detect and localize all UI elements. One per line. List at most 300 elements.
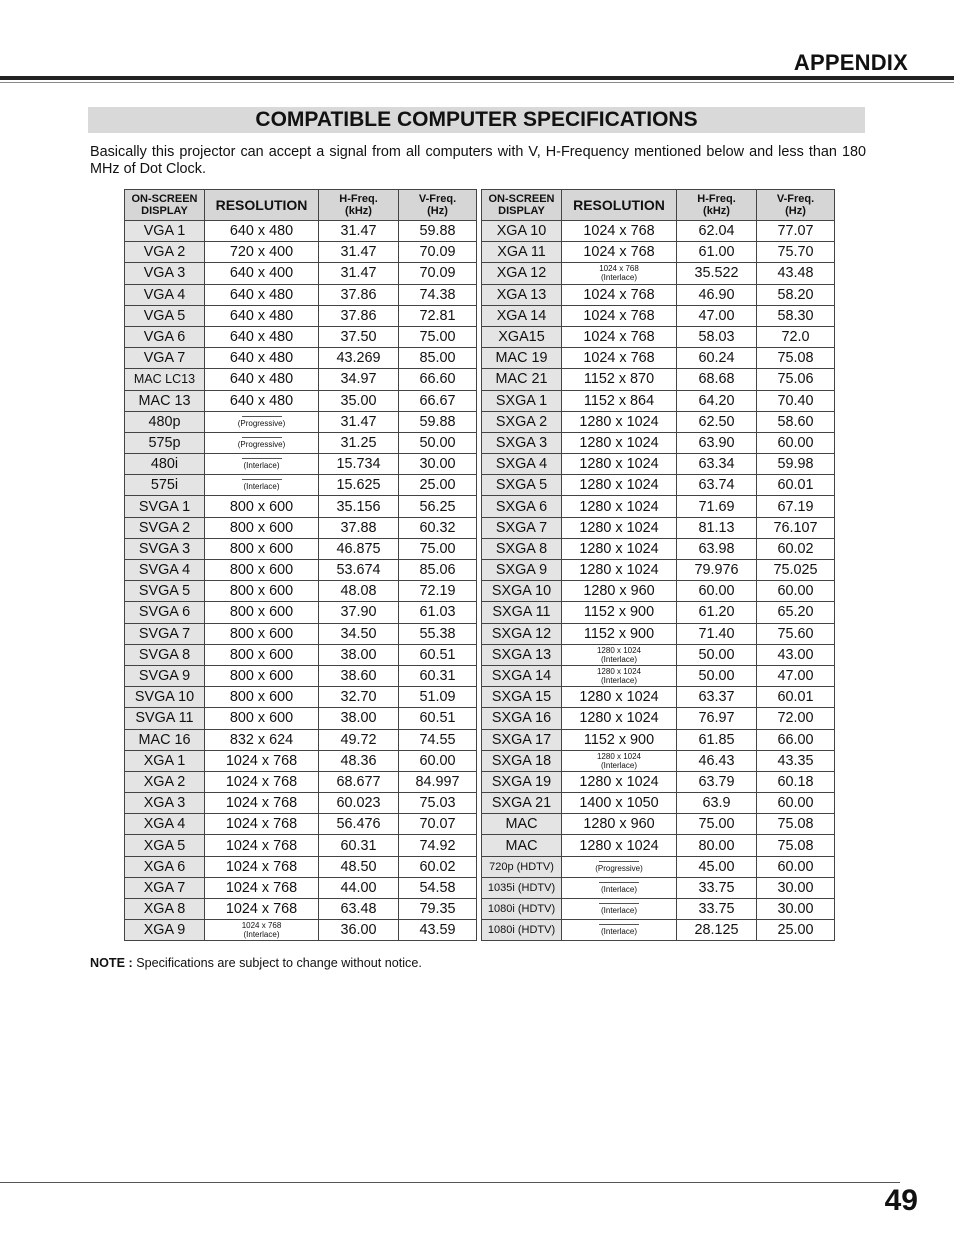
cell-display: VGA 7 — [125, 348, 205, 369]
scan-mode-note: (Interlace) — [243, 482, 280, 492]
cell-vfreq: 66.60 — [399, 369, 477, 390]
cell-vfreq: 72.19 — [399, 581, 477, 602]
table-row — [482, 602, 835, 623]
cell-resolution: 1024 x 768 — [562, 305, 677, 326]
cell-hfreq: 63.79 — [677, 771, 757, 792]
cell-display: SXGA 12 — [482, 623, 562, 644]
table-row — [482, 454, 835, 475]
table-row — [482, 560, 835, 581]
cell-vfreq: 74.92 — [399, 835, 477, 856]
table-row — [125, 644, 477, 665]
cell-hfreq: 63.74 — [677, 475, 757, 496]
cell-resolution: 800 x 600 — [205, 708, 319, 729]
resolution-blank-line — [242, 479, 282, 480]
table-row — [125, 221, 477, 242]
header-rule-thin — [0, 82, 954, 83]
scan-mode-note: (Progressive) — [237, 418, 286, 428]
cell-vfreq: 50.00 — [399, 432, 477, 453]
cell-vfreq: 75.03 — [399, 793, 477, 814]
cell-hfreq: 37.86 — [319, 284, 399, 305]
cell-display: MAC LC13 — [125, 369, 205, 390]
cell-resolution: 1152 x 900 — [562, 729, 677, 750]
table-row — [125, 814, 477, 835]
header-resolution: RESOLUTION — [562, 190, 677, 221]
cell-hfreq: 60.00 — [677, 581, 757, 602]
cell-hfreq: 46.875 — [319, 538, 399, 559]
cell-vfreq: 75.00 — [399, 538, 477, 559]
cell-hfreq: 76.97 — [677, 708, 757, 729]
cell-resolution: 1280 x 1024 — [562, 835, 677, 856]
cell-vfreq: 75.60 — [757, 623, 835, 644]
cell-resolution: 1024 x 768 — [205, 835, 319, 856]
cell-display: 1035i (HDTV) — [482, 877, 562, 898]
cell-hfreq: 37.50 — [319, 326, 399, 347]
cell-vfreq: 51.09 — [399, 687, 477, 708]
cell-vfreq: 43.00 — [757, 644, 835, 665]
cell-resolution: 640 x 480 — [205, 284, 319, 305]
cell-hfreq: 75.00 — [677, 814, 757, 835]
cell-vfreq: 60.01 — [757, 475, 835, 496]
resolution-blank-line — [242, 416, 282, 417]
note-text: Specifications are subject to change without notice. — [136, 956, 422, 970]
table-row — [125, 793, 477, 814]
cell-hfreq: 60.31 — [319, 835, 399, 856]
table-row — [125, 263, 477, 284]
cell-vfreq: 77.07 — [757, 221, 835, 242]
cell-hfreq: 60.023 — [319, 793, 399, 814]
cell-vfreq: 60.00 — [399, 750, 477, 771]
cell-hfreq: 49.72 — [319, 729, 399, 750]
cell-resolution: 1280 x 1024 — [562, 517, 677, 538]
table-row — [482, 390, 835, 411]
scan-mode-note: (Interlace) — [600, 676, 637, 686]
cell-hfreq: 80.00 — [677, 835, 757, 856]
cell-display: 480p — [125, 411, 205, 432]
cell-vfreq: 72.81 — [399, 305, 477, 326]
table-row — [482, 899, 835, 920]
table-row — [125, 496, 477, 517]
cell-hfreq: 38.60 — [319, 665, 399, 686]
cell-resolution: 1024 x 768 — [562, 221, 677, 242]
cell-resolution: 1280 x 1024 — [562, 432, 677, 453]
cell-hfreq: 33.75 — [677, 877, 757, 898]
cell-hfreq: 63.90 — [677, 432, 757, 453]
cell-vfreq: 60.18 — [757, 771, 835, 792]
table-row — [482, 284, 835, 305]
cell-display: SXGA 13 — [482, 644, 562, 665]
cell-display: XGA 10 — [482, 221, 562, 242]
header-hfreq: H-Freq. (kHz) — [677, 190, 757, 221]
cell-vfreq: 75.70 — [757, 242, 835, 263]
table-row — [125, 538, 477, 559]
cell-vfreq: 75.06 — [757, 369, 835, 390]
cell-hfreq: 35.00 — [319, 390, 399, 411]
cell-hfreq: 33.75 — [677, 899, 757, 920]
cell-display: SXGA 2 — [482, 411, 562, 432]
cell-display: SVGA 6 — [125, 602, 205, 623]
cell-hfreq: 34.50 — [319, 623, 399, 644]
cell-display: SXGA 10 — [482, 581, 562, 602]
cell-hfreq: 79.976 — [677, 560, 757, 581]
cell-hfreq: 71.40 — [677, 623, 757, 644]
table-row — [125, 369, 477, 390]
cell-hfreq: 38.00 — [319, 644, 399, 665]
cell-resolution: 1280 x 1024 — [562, 708, 677, 729]
table-row — [125, 432, 477, 453]
table-row — [482, 411, 835, 432]
cell-resolution: 1152 x 870 — [562, 369, 677, 390]
cell-hfreq: 37.88 — [319, 517, 399, 538]
cell-resolution: 1280 x 960 — [562, 581, 677, 602]
cell-resolution — [562, 665, 677, 686]
table-row — [125, 560, 477, 581]
table-row — [482, 326, 835, 347]
cell-resolution: 1024 x 768 — [205, 750, 319, 771]
cell-vfreq: 60.00 — [757, 856, 835, 877]
cell-vfreq: 60.00 — [757, 432, 835, 453]
table-row — [482, 687, 835, 708]
header-rule — [0, 76, 954, 80]
cell-resolution: 640 x 400 — [205, 263, 319, 284]
table-row — [125, 242, 477, 263]
cell-vfreq: 70.40 — [757, 390, 835, 411]
cell-hfreq: 68.677 — [319, 771, 399, 792]
cell-vfreq: 60.02 — [399, 856, 477, 877]
scan-mode-note: (Interlace) — [600, 927, 637, 937]
cell-display: VGA 4 — [125, 284, 205, 305]
cell-display: SVGA 8 — [125, 644, 205, 665]
cell-display: SVGA 3 — [125, 538, 205, 559]
cell-hfreq: 63.34 — [677, 454, 757, 475]
scan-mode-note: (Interlace) — [600, 906, 637, 916]
cell-resolution: 640 x 480 — [205, 390, 319, 411]
cell-resolution: 1280 x 1024 — [562, 560, 677, 581]
cell-display: VGA 1 — [125, 221, 205, 242]
resolution-blank-line — [599, 924, 639, 925]
table-row — [482, 665, 835, 686]
cell-hfreq: 63.9 — [677, 793, 757, 814]
cell-display: SXGA 8 — [482, 538, 562, 559]
table-row — [482, 538, 835, 559]
table-row — [125, 602, 477, 623]
cell-hfreq: 31.47 — [319, 411, 399, 432]
cell-vfreq: 85.00 — [399, 348, 477, 369]
cell-hfreq: 61.85 — [677, 729, 757, 750]
cell-resolution: 1024 x 768 — [562, 326, 677, 347]
cell-resolution: 1400 x 1050 — [562, 793, 677, 814]
cell-display: XGA 4 — [125, 814, 205, 835]
cell-vfreq: 84.997 — [399, 771, 477, 792]
table-row — [482, 581, 835, 602]
cell-vfreq: 59.88 — [399, 221, 477, 242]
cell-vfreq: 70.07 — [399, 814, 477, 835]
note-label: NOTE : — [90, 956, 133, 970]
cell-hfreq: 35.522 — [677, 263, 757, 284]
scan-mode-note: (Interlace) — [600, 884, 637, 894]
table-row — [125, 326, 477, 347]
table-row — [482, 263, 835, 284]
footnote — [90, 956, 422, 970]
cell-hfreq: 81.13 — [677, 517, 757, 538]
cell-vfreq: 58.60 — [757, 411, 835, 432]
cell-vfreq: 43.48 — [757, 263, 835, 284]
table-row — [125, 687, 477, 708]
cell-vfreq: 30.00 — [757, 877, 835, 898]
cell-display: MAC — [482, 814, 562, 835]
cell-vfreq: 66.67 — [399, 390, 477, 411]
cell-resolution: 800 x 600 — [205, 623, 319, 644]
cell-hfreq: 50.00 — [677, 644, 757, 665]
cell-resolution: 800 x 600 — [205, 538, 319, 559]
cell-resolution — [562, 750, 677, 771]
cell-resolution — [562, 877, 677, 898]
cell-hfreq: 45.00 — [677, 856, 757, 877]
table-row — [482, 877, 835, 898]
cell-hfreq: 37.86 — [319, 305, 399, 326]
cell-hfreq: 37.90 — [319, 602, 399, 623]
table-header-row — [125, 190, 477, 221]
cell-display: SXGA 6 — [482, 496, 562, 517]
header-vfreq: V-Freq. (Hz) — [399, 190, 477, 221]
cell-vfreq: 65.20 — [757, 602, 835, 623]
table-row — [125, 623, 477, 644]
resolution-value: 1024 x 768 — [241, 921, 282, 931]
cell-display: XGA 7 — [125, 877, 205, 898]
cell-hfreq: 36.00 — [319, 920, 399, 941]
cell-display: MAC — [482, 835, 562, 856]
cell-vfreq: 66.00 — [757, 729, 835, 750]
spec-table-left — [124, 189, 477, 941]
table-row — [125, 284, 477, 305]
cell-hfreq: 46.90 — [677, 284, 757, 305]
table-row — [125, 877, 477, 898]
cell-hfreq: 32.70 — [319, 687, 399, 708]
cell-display: XGA 11 — [482, 242, 562, 263]
cell-resolution: 1024 x 768 — [562, 284, 677, 305]
table-row — [482, 708, 835, 729]
cell-display: 575i — [125, 475, 205, 496]
cell-hfreq: 50.00 — [677, 665, 757, 686]
cell-display: XGA 2 — [125, 771, 205, 792]
table-row — [482, 835, 835, 856]
cell-display: SXGA 19 — [482, 771, 562, 792]
table-row — [482, 475, 835, 496]
cell-display: SVGA 10 — [125, 687, 205, 708]
table-row — [125, 920, 477, 941]
cell-vfreq: 79.35 — [399, 899, 477, 920]
cell-display: XGA 14 — [482, 305, 562, 326]
table-row — [125, 390, 477, 411]
cell-vfreq: 74.55 — [399, 729, 477, 750]
cell-vfreq: 60.32 — [399, 517, 477, 538]
cell-display: MAC 21 — [482, 369, 562, 390]
cell-hfreq: 48.36 — [319, 750, 399, 771]
table-row — [125, 348, 477, 369]
cell-display: SXGA 5 — [482, 475, 562, 496]
cell-vfreq: 60.00 — [757, 581, 835, 602]
cell-display: SVGA 2 — [125, 517, 205, 538]
cell-display: XGA 13 — [482, 284, 562, 305]
cell-resolution: 640 x 480 — [205, 369, 319, 390]
spec-table-right — [481, 189, 835, 941]
cell-display: 480i — [125, 454, 205, 475]
cell-hfreq: 63.37 — [677, 687, 757, 708]
cell-hfreq: 31.47 — [319, 242, 399, 263]
cell-vfreq: 58.20 — [757, 284, 835, 305]
table-row — [482, 348, 835, 369]
resolution-blank-line — [599, 903, 639, 904]
cell-vfreq: 25.00 — [757, 920, 835, 941]
cell-resolution: 1024 x 768 — [562, 348, 677, 369]
cell-resolution: 1024 x 768 — [205, 899, 319, 920]
section-title: COMPATIBLE COMPUTER SPECIFICATIONS — [88, 107, 865, 133]
table-row — [482, 305, 835, 326]
cell-vfreq: 59.98 — [757, 454, 835, 475]
table-row — [125, 856, 477, 877]
table-row — [482, 242, 835, 263]
cell-resolution: 1024 x 768 — [205, 877, 319, 898]
header-resolution: RESOLUTION — [205, 190, 319, 221]
table-row — [125, 835, 477, 856]
header-display: ON-SCREEN DISPLAY — [125, 190, 205, 221]
cell-vfreq: 56.25 — [399, 496, 477, 517]
cell-resolution: 1024 x 768 — [562, 242, 677, 263]
scan-mode-note: (Interlace) — [243, 930, 280, 940]
cell-resolution: 640 x 480 — [205, 348, 319, 369]
table-row — [482, 920, 835, 941]
cell-hfreq: 58.03 — [677, 326, 757, 347]
cell-vfreq: 75.00 — [399, 326, 477, 347]
cell-hfreq: 35.156 — [319, 496, 399, 517]
table-row — [482, 221, 835, 242]
cell-resolution: 1280 x 1024 — [562, 538, 677, 559]
resolution-value: 1280 x 1024 — [596, 645, 642, 655]
cell-display: SVGA 1 — [125, 496, 205, 517]
cell-display: VGA 2 — [125, 242, 205, 263]
cell-vfreq: 55.38 — [399, 623, 477, 644]
table-row — [482, 369, 835, 390]
scan-mode-note: (Interlace) — [600, 273, 637, 283]
cell-display: 1080i (HDTV) — [482, 899, 562, 920]
table-row — [125, 475, 477, 496]
cell-resolution — [562, 263, 677, 284]
table-header-row — [482, 190, 835, 221]
cell-hfreq: 15.625 — [319, 475, 399, 496]
cell-resolution: 1024 x 768 — [205, 856, 319, 877]
cell-hfreq: 63.98 — [677, 538, 757, 559]
cell-resolution: 800 x 600 — [205, 687, 319, 708]
cell-hfreq: 15.734 — [319, 454, 399, 475]
cell-hfreq: 48.08 — [319, 581, 399, 602]
table-row — [482, 856, 835, 877]
cell-resolution: 1152 x 900 — [562, 602, 677, 623]
cell-hfreq: 61.20 — [677, 602, 757, 623]
cell-display: SXGA 21 — [482, 793, 562, 814]
cell-display: SXGA 9 — [482, 560, 562, 581]
cell-vfreq: 60.31 — [399, 665, 477, 686]
cell-resolution — [562, 920, 677, 941]
cell-resolution: 1280 x 1024 — [562, 454, 677, 475]
cell-vfreq: 60.01 — [757, 687, 835, 708]
header-hfreq: H-Freq. (kHz) — [319, 190, 399, 221]
cell-hfreq: 34.97 — [319, 369, 399, 390]
table-row — [125, 411, 477, 432]
cell-hfreq: 46.43 — [677, 750, 757, 771]
cell-display: SXGA 3 — [482, 432, 562, 453]
cell-hfreq: 31.47 — [319, 221, 399, 242]
scan-mode-note: (Interlace) — [243, 461, 280, 471]
cell-vfreq: 72.0 — [757, 326, 835, 347]
cell-vfreq: 60.51 — [399, 644, 477, 665]
cell-hfreq: 53.674 — [319, 560, 399, 581]
cell-resolution — [205, 432, 319, 453]
table-row — [482, 432, 835, 453]
cell-display: MAC 19 — [482, 348, 562, 369]
table-row — [125, 517, 477, 538]
cell-resolution: 1024 x 768 — [205, 814, 319, 835]
cell-hfreq: 31.47 — [319, 263, 399, 284]
cell-display: XGA 12 — [482, 263, 562, 284]
cell-display: VGA 5 — [125, 305, 205, 326]
table-row — [482, 771, 835, 792]
page-number: 49 — [884, 1184, 918, 1217]
cell-display: SVGA 7 — [125, 623, 205, 644]
resolution-value: 1280 x 1024 — [596, 751, 642, 761]
table-row — [125, 581, 477, 602]
cell-resolution: 640 x 480 — [205, 326, 319, 347]
cell-hfreq: 38.00 — [319, 708, 399, 729]
cell-resolution: 1280 x 1024 — [562, 475, 677, 496]
table-row — [482, 517, 835, 538]
cell-vfreq: 30.00 — [399, 454, 477, 475]
cell-display: SVGA 4 — [125, 560, 205, 581]
cell-display: SXGA 14 — [482, 665, 562, 686]
table-row — [125, 750, 477, 771]
cell-vfreq: 30.00 — [757, 899, 835, 920]
cell-vfreq: 60.02 — [757, 538, 835, 559]
table-row — [125, 708, 477, 729]
cell-display: SXGA 7 — [482, 517, 562, 538]
footer-rule — [0, 1182, 900, 1183]
cell-vfreq: 59.88 — [399, 411, 477, 432]
cell-resolution: 1024 x 768 — [205, 793, 319, 814]
cell-display: SXGA 16 — [482, 708, 562, 729]
cell-resolution: 800 x 600 — [205, 581, 319, 602]
cell-display: XGA 3 — [125, 793, 205, 814]
cell-vfreq: 75.08 — [757, 814, 835, 835]
cell-resolution — [205, 475, 319, 496]
cell-hfreq: 60.24 — [677, 348, 757, 369]
cell-resolution: 800 x 600 — [205, 644, 319, 665]
cell-resolution: 640 x 480 — [205, 221, 319, 242]
cell-resolution — [562, 899, 677, 920]
table-row — [125, 454, 477, 475]
table-row — [125, 665, 477, 686]
cell-resolution: 1280 x 1024 — [562, 411, 677, 432]
cell-resolution — [562, 856, 677, 877]
cell-display: MAC 13 — [125, 390, 205, 411]
cell-display: SVGA 11 — [125, 708, 205, 729]
cell-vfreq: 75.025 — [757, 560, 835, 581]
cell-resolution: 800 x 600 — [205, 496, 319, 517]
cell-hfreq: 48.50 — [319, 856, 399, 877]
resolution-blank-line — [599, 861, 639, 862]
resolution-value: 1280 x 1024 — [596, 667, 642, 677]
cell-display: XGA 6 — [125, 856, 205, 877]
scan-mode-note: (Progressive) — [237, 439, 286, 449]
cell-resolution: 800 x 600 — [205, 517, 319, 538]
cell-display: 720p (HDTV) — [482, 856, 562, 877]
